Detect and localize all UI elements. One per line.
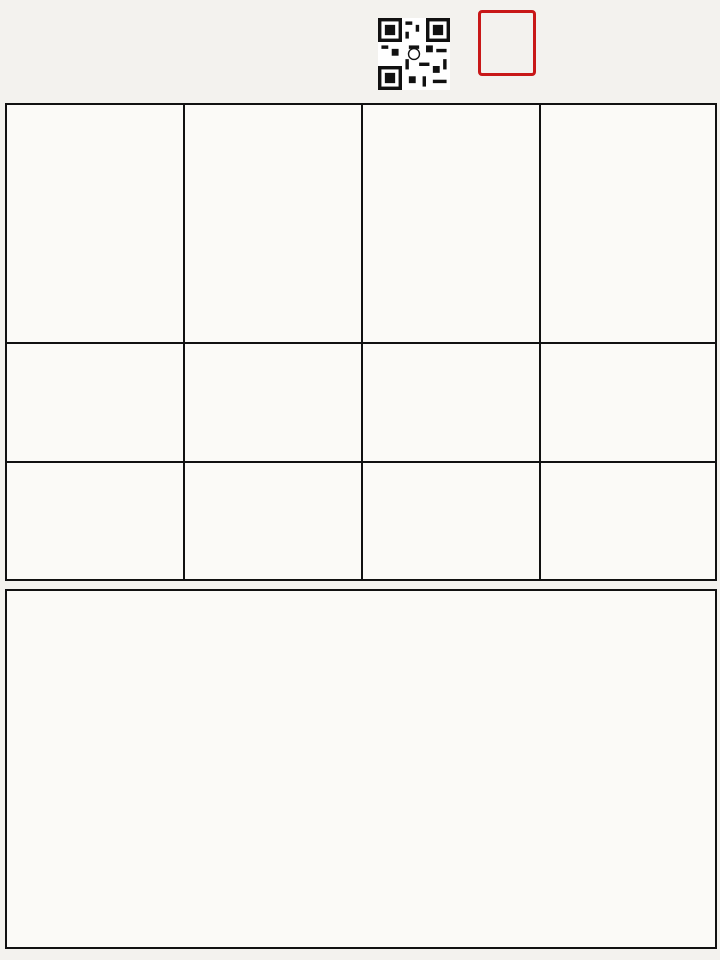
chart-grid (5, 103, 717, 581)
yearly-luck-table (5, 589, 717, 949)
red-seal-stamp (478, 10, 536, 76)
qr-code-icon[interactable] (378, 18, 450, 90)
